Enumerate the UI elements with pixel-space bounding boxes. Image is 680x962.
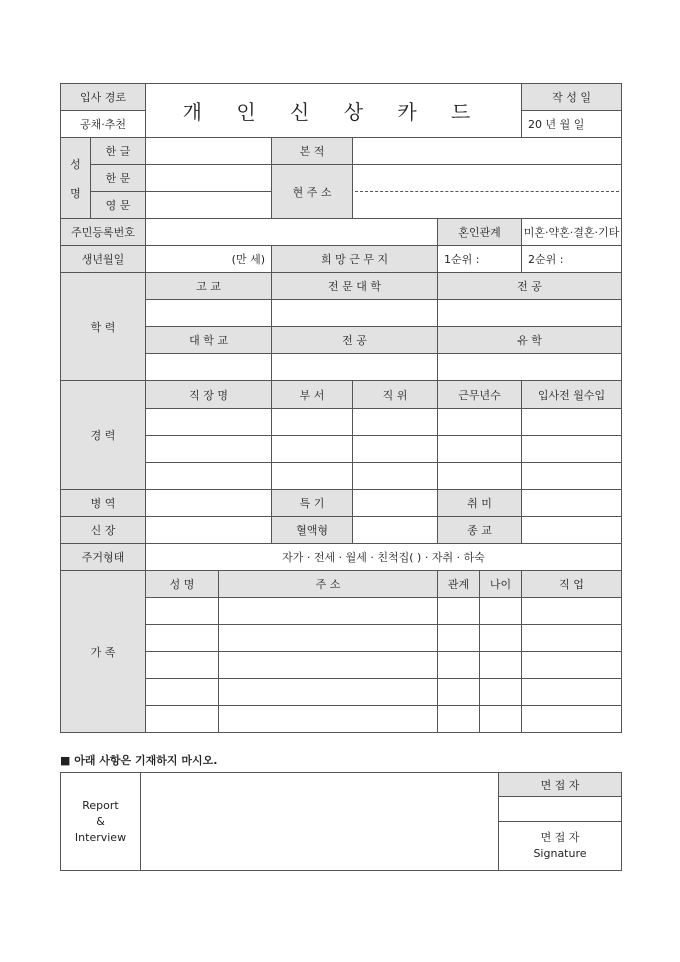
bonjeok-label: 본 적 — [272, 138, 353, 165]
years-header: 근무년수 — [438, 381, 522, 409]
family-name-field[interactable] — [146, 652, 219, 679]
interviewer-label: 면 접 자 — [499, 773, 622, 797]
housing-options[interactable]: 자가 · 전세 · 월세 · 친척집( ) · 자취 · 하숙 — [146, 544, 622, 571]
page-title: 개 인 신 상 카 드 — [146, 84, 522, 138]
career-row — [61, 409, 622, 436]
college-header: 전 문 대 학 — [272, 273, 438, 300]
family-address-field[interactable] — [219, 598, 438, 625]
position-field[interactable] — [353, 436, 438, 463]
college-field[interactable] — [272, 300, 438, 327]
name-hanja-label: 한 문 — [91, 165, 146, 192]
hobby-field[interactable] — [522, 490, 622, 517]
career-row — [61, 436, 622, 463]
position-header: 직 위 — [353, 381, 438, 409]
personal-info-form — [60, 83, 622, 733]
address-field-2[interactable] — [353, 192, 622, 219]
company-field[interactable] — [146, 463, 272, 490]
company-field[interactable] — [146, 409, 272, 436]
family-name-field[interactable] — [146, 625, 219, 652]
height-label: 신 장 — [61, 517, 146, 544]
highschool-header: 고 교 — [146, 273, 272, 300]
height-field[interactable] — [146, 517, 272, 544]
family-age-field[interactable] — [480, 652, 522, 679]
abroad-header: 유 학 — [438, 327, 622, 354]
hope-first-field[interactable]: 1순위 : — [438, 246, 522, 273]
family-row — [61, 625, 622, 652]
hope-second-field[interactable]: 2순위 : — [522, 246, 622, 273]
bonjeok-field[interactable] — [353, 138, 622, 165]
salary-field[interactable] — [522, 409, 622, 436]
university-header: 대 학 교 — [146, 327, 272, 354]
family-address-header: 주 소 — [219, 571, 438, 598]
interview-table — [60, 772, 622, 871]
salary-field[interactable] — [522, 463, 622, 490]
marital-label: 혼인관계 — [438, 219, 522, 246]
family-job-field[interactable] — [522, 706, 622, 733]
dept-field[interactable] — [272, 409, 353, 436]
family-address-field[interactable] — [219, 679, 438, 706]
family-age-field[interactable] — [480, 706, 522, 733]
years-field[interactable] — [438, 463, 522, 490]
family-relation-field[interactable] — [438, 679, 480, 706]
name-hanja-field[interactable] — [146, 165, 272, 192]
report-label: Report & Interview — [61, 773, 141, 871]
interviewer-field[interactable] — [499, 797, 622, 822]
dept-field[interactable] — [272, 463, 353, 490]
military-label: 병 역 — [61, 490, 146, 517]
years-field[interactable] — [438, 409, 522, 436]
name-hangul-label: 한 글 — [91, 138, 146, 165]
blood-label: 혈액형 — [272, 517, 353, 544]
major-field-1[interactable] — [438, 300, 622, 327]
company-field[interactable] — [146, 436, 272, 463]
salary-header: 입사전 월수입 — [522, 381, 622, 409]
id-number-label: 주민등록번호 — [61, 219, 146, 246]
report-field[interactable] — [141, 773, 499, 871]
name-hangul-field[interactable] — [146, 138, 272, 165]
date-label: 작 성 일 — [522, 84, 622, 111]
family-address-field[interactable] — [219, 625, 438, 652]
family-job-header: 직 업 — [522, 571, 622, 598]
major-field-2[interactable] — [272, 354, 438, 381]
hobby-label: 취 미 — [438, 490, 522, 517]
family-age-field[interactable] — [480, 679, 522, 706]
salary-field[interactable] — [522, 436, 622, 463]
skill-label: 특 기 — [272, 490, 353, 517]
education-label: 학 력 — [61, 273, 146, 381]
address-label: 현 주 소 — [272, 165, 353, 219]
blood-field[interactable] — [353, 517, 438, 544]
skill-field[interactable] — [353, 490, 438, 517]
notice-text: ■ 아래 사항은 기재하지 마시오. — [60, 754, 218, 767]
family-row — [61, 652, 622, 679]
housing-label: 주거형태 — [61, 544, 146, 571]
signature-field[interactable]: 면 접 자 Signature — [499, 822, 622, 871]
dept-field[interactable] — [272, 436, 353, 463]
family-job-field[interactable] — [522, 679, 622, 706]
position-field[interactable] — [353, 409, 438, 436]
position-field[interactable] — [353, 463, 438, 490]
family-name-field[interactable] — [146, 679, 219, 706]
family-name-field[interactable] — [146, 706, 219, 733]
major-header-2: 전 공 — [272, 327, 438, 354]
id-number-field[interactable] — [146, 219, 438, 246]
university-field[interactable] — [146, 354, 272, 381]
religion-field[interactable] — [522, 517, 622, 544]
family-job-field[interactable] — [522, 598, 622, 625]
career-label: 경 력 — [61, 381, 146, 490]
family-relation-field[interactable] — [438, 598, 480, 625]
hope-location-label: 희 망 근 무 지 — [272, 246, 438, 273]
family-row — [61, 598, 622, 625]
family-row — [61, 706, 622, 733]
years-field[interactable] — [438, 436, 522, 463]
family-job-field[interactable] — [522, 625, 622, 652]
marital-options[interactable]: 미혼·약혼·결혼·기타 — [522, 219, 622, 246]
name-english-field[interactable] — [146, 192, 272, 219]
family-relation-field[interactable] — [438, 652, 480, 679]
military-field[interactable] — [146, 490, 272, 517]
religion-label: 종 교 — [438, 517, 522, 544]
highschool-field[interactable] — [146, 300, 272, 327]
date-field[interactable]: 20 년 월 일 — [522, 111, 622, 138]
name-label: 성 명 — [61, 138, 91, 219]
family-name-field[interactable] — [146, 598, 219, 625]
dept-header: 부 서 — [272, 381, 353, 409]
career-row — [61, 463, 622, 490]
family-age-field[interactable] — [480, 598, 522, 625]
family-name-header: 성 명 — [146, 571, 219, 598]
abroad-field[interactable] — [438, 354, 622, 381]
family-relation-field[interactable] — [438, 625, 480, 652]
family-relation-header: 관계 — [438, 571, 480, 598]
family-address-field[interactable] — [219, 706, 438, 733]
major-header-1: 전 공 — [438, 273, 622, 300]
hire-route-value: 공채·추천 — [61, 111, 146, 138]
address-field-1[interactable] — [353, 165, 622, 192]
family-address-field[interactable] — [219, 652, 438, 679]
family-label: 가 족 — [61, 571, 146, 733]
hire-route-label: 입사 경로 — [61, 84, 146, 111]
name-english-label: 영 문 — [91, 192, 146, 219]
family-age-header: 나이 — [480, 571, 522, 598]
family-job-field[interactable] — [522, 652, 622, 679]
birth-label: 생년월일 — [61, 246, 146, 273]
family-row — [61, 679, 622, 706]
family-relation-field[interactable] — [438, 706, 480, 733]
family-age-field[interactable] — [480, 625, 522, 652]
company-header: 직 장 명 — [146, 381, 272, 409]
birth-field[interactable]: (만 세) — [146, 246, 272, 273]
